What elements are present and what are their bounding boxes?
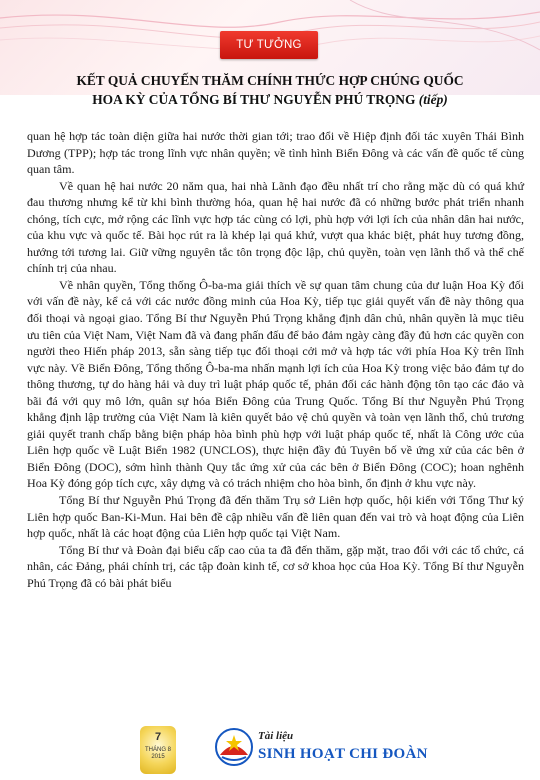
- page-number-badge: [140, 726, 176, 774]
- page-number: 7: [154, 731, 162, 743]
- section-label: TƯ TƯỞNG: [220, 31, 318, 59]
- issue-month: THÁNG 8: [144, 747, 171, 753]
- title-line-2-text: HOA KỲ CỦA TỔNG BÍ THƯ NGUYỄN PHÚ TRỌNG: [92, 92, 416, 107]
- paragraph: Về nhân quyền, Tổng thống Ô-ba-ma giải thích về sự quan tâm chung của dư luận Hoa Kỳ đối với vấn đề này, kể cả với các nước đồng minh của Hoa Kỳ, tiếp tục giải quyết vấn đề này thông qua đối thoại và ngoại giao. Tổng Bí thư Nguyễn Phú Trọng khẳng định dân chủ, nhân quyền là mục tiêu ưu tiên của Việt Nam, Việt Nam đã và đang phấn đấu để bảo đảm ngày càng đầy đủ hơn các quyền con người theo Hiến pháp 2013, sẵn sàng tiếp tục đối thoại cởi mở và hợp tác với phía Hoa Kỳ trên lĩnh vực này. Về Biển Đông, Tổng thống Ô-ba-ma nhấn mạnh lợi ích của Hoa Kỳ trong việc bảo đảm tự do thông thương, tự do hàng hải và duy trì luật pháp quốc tế, phản đối các hành động tôn tạo các đảo và bãi đá với quy mô lớn, quân sự hóa Biển Đông của Trung Quốc. Tổng Bí thư Nguyễn Phú Trọng khẳng định lập trường của Việt Nam là kiên quyết bảo vệ chủ quyền và toàn vẹn lãnh thổ, chủ trương giải quyết tranh chấp bằng biện pháp hòa bình phù hợp với luật pháp quốc tế, nhất là Công ước của Liên hợp quốc về Luật Biển 1982 (UNCLOS), thực hiện đầy đủ Tuyên bố về ứng xử của các bên ở Biển Đông (DOC), sớm hình thành Quy tắc ứng xử của các bên ở Biển Đông (COC); hoan nghênh Hoa Kỳ đóng góp tích cực, xây dựng và có trách nhiệm cho hòa bình, ổn định ở khu vực này.: [27, 277, 524, 491]
- article-body: [27, 128, 524, 591]
- title-continued-marker: (tiếp): [418, 92, 448, 107]
- paragraph: Tổng Bí thư Nguyễn Phú Trọng đã đến thăm Trụ sở Liên hợp quốc, hội kiến với Tổng Thư ký Liên hợp quốc Ban-Ki-Mun. Hai bên đề cập nhiều vấn đề liên quan đến vai trò và hoạt động của Liên hợp quốc, nhất là các hoạt động của Liên hợp quốc tại Việt Nam.: [27, 493, 524, 541]
- paragraph: Tổng Bí thư và Đoàn đại biểu cấp cao của ta đã đến thăm, gặp mặt, trao đổi với các tổ chức, cá nhân, các Đảng, phái chính trị, các tập đoàn kinh tế, cơ sở khoa học của Hoa Kỳ. Tổng Bí thư Nguyễn Phú Trọng đã có bài phát biểu: [27, 542, 524, 590]
- paragraph: quan hệ hợp tác toàn diện giữa hai nước thời gian tới; trao đổi về Hiệp định đối tác xuyên Thái Bình Dương (TPP); hợp tác trong lĩnh vực nhân quyền; về tình hình Biển Đông và các vấn đề quốc tế cùng quan tâm.: [27, 129, 524, 177]
- issue-year: 2015: [151, 754, 165, 760]
- article-title: [20, 71, 520, 109]
- paragraph: Về quan hệ hai nước 20 năm qua, hai nhà Lãnh đạo đều nhất trí cho rằng mặc dù có quá khứ đau thương nhưng kể từ khi bình thường hóa, quan hệ hai nước đã có những bước phát triển nhanh chóng, tích cực, mở rộng các lĩnh vực hợp tác cùng có lợi, phù hợp với lợi ích của nhân dân hai nước, của khu vực và quốc tế. Bài học rút ra là khép lại quá khứ, vượt qua khác biệt, phát huy tương đồng, hướng tới tương lai. Giữ vững nguyên tắc tôn trọng độc lập, chủ quyền, toàn vẹn lãnh thổ và thể chế chính trị của nhau.: [27, 178, 524, 276]
- youth-union-emblem-icon: [214, 727, 254, 767]
- publication-label: Tài liệu: [258, 730, 294, 742]
- publication-title: SINH HOẠT CHI ĐOÀN: [258, 746, 428, 762]
- title-line-1: KẾT QUẢ CHUYẾN THĂM CHÍNH THỨC HỢP CHÚNG QUỐC: [76, 73, 464, 88]
- title-line-2: [20, 90, 520, 109]
